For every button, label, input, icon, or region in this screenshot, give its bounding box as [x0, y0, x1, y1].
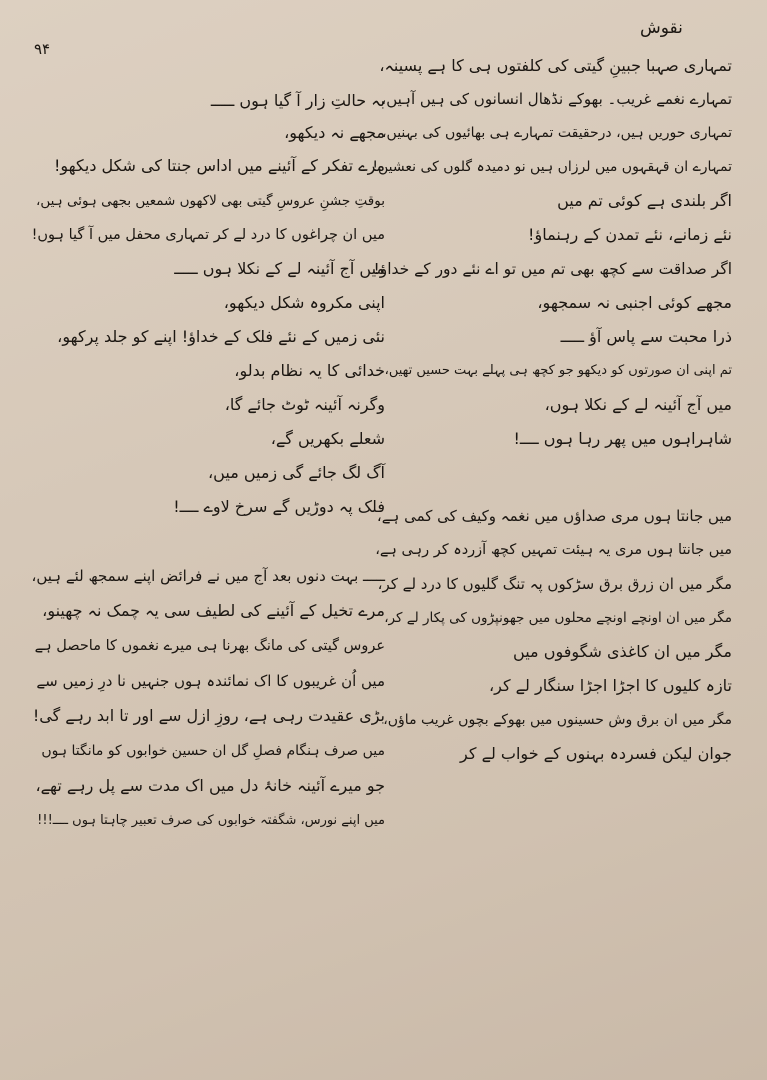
running-head: نقوش	[640, 18, 683, 38]
poem-line: تمہاری حوریں ہیں، درحقیقت تمہارے ہی بھائیوں کی بہنیں،	[382, 125, 732, 141]
poem-line: میں جانتا ہوں مری صداؤں میں نغمہ وکیف کی کمی ہے،	[376, 507, 732, 525]
left-column	[30, 0, 385, 1080]
poem-line: مجھے کوئی اجنبی نہ سمجھو،	[537, 293, 732, 312]
poem-line: بہ حالتِ زار آ گیا ہوں ـــــ	[210, 91, 385, 110]
poem-line: اپنی مکروہ شکل دیکھو،	[223, 293, 385, 312]
poem-line: جو میرے آئینہ خانۂ دل میں اک مدت سے پل رہے تھے،	[35, 776, 385, 795]
poem-line: میں آج آئینہ لے کے نکلا ہوں،	[544, 395, 732, 414]
poem-line: مجھے نہ دیکھو،	[284, 123, 385, 142]
poem-line: شاہراہوں میں پھر رہا ہوں ــــ!	[513, 429, 732, 448]
poem-line: فلک پہ دوڑیں گے سرخ لاوے ــــ!	[173, 497, 385, 516]
poem-line: مگر میں ان کاغذی شگوفوں میں	[513, 642, 732, 661]
poem-line: ـــــ بہت دنوں بعد آج میں نے فرائض اپنے سمجھ لئے ہیں،	[31, 567, 385, 585]
poem-line: میں صرف ہنگام فصلِ گل ان حسین خوابوں کو مانگتا ہوں	[41, 743, 385, 759]
poem-line: مرے تفکر کے آئینے میں اداس جنتا کی شکل دیکھو!	[53, 156, 385, 175]
poem-line: جوان لیکن فسردہ بہنوں کے خواب لے کر	[460, 744, 732, 763]
poem-line: اگر صداقت سے کچھ بھی تم میں تو اے نئے دور کے خداؤ!	[373, 260, 732, 278]
right-column	[372, 0, 732, 1080]
page-number: ۹۴	[34, 40, 51, 58]
poem-line: مرے تخیل کے آئینے کی لطیف سی یہ چمک نہ چھینو،	[42, 601, 385, 620]
poem-line: خدائی کا یہ نظام بدلو،	[234, 361, 385, 380]
poem-line: تمہاری صہبا جبینِ گیتی کی کلفتوں ہی کا ہے پسینہ،	[379, 56, 732, 75]
poem-line: بوقتِ جشنِ عروسِ گیتی بھی لاکھوں شمعیں بجھی ہوئی ہیں،	[36, 193, 385, 209]
poem-line: میں جانتا ہوں مری یہ ہیئت تمہیں کچھ آزردہ کر رہی ہے،	[375, 542, 732, 558]
poem-line: ذرا محبت سے پاس آؤ ـــــ	[560, 327, 732, 346]
poem-line: تمہارے نغمے غریب۔ بھوکے نڈھال انسانوں کی ہیں آہیں،	[381, 90, 732, 108]
poem-line: تم اپنی ان صورتوں کو دیکھو جو کچھ ہی پہلے بہت حسیں تھیں،	[384, 363, 732, 378]
poem-line: شعلے بکھریں گے،	[270, 429, 385, 448]
poem-line: عروس گیتی کی مانگ بھرنا ہی میرے نغموں کا ماحصل ہے	[34, 638, 385, 654]
poem-line: نئی زمیں کے نئے فلک کے خداؤ! اپنے کو جلد پرکھو،	[57, 327, 385, 346]
poem-line: مگر میں ان زرق برق سڑکوں پہ تنگ گلیوں کا درد لے کر،	[377, 575, 732, 593]
poem-line: اگر بلندی ہے کوئی تم میں	[557, 191, 732, 210]
poem-line: مگر میں ان اونچے اونچے محلوں میں جھونپڑوں کی پکار لے کر،	[384, 610, 732, 626]
poem-line: نئے زمانے، نئے تمدن کے رہنماؤ!	[528, 225, 732, 244]
poem-line: میں اپنے نورس، شگفتہ خوابوں کی صرف تعبیر چاہتا ہوں ــــ!!!	[37, 813, 385, 828]
poem-line: تمہارے ان قہقہوں میں لرزاں ہیں نو دمیدہ گلوں کی نعشیں!	[372, 159, 732, 175]
poem-line: تازہ کلیوں کا اجڑا اجڑا سنگار لے کر،	[488, 676, 732, 695]
poem-line: میں ان چراغوں کا درد لے کر تمہاری محفل میں آ گیا ہوں!	[31, 227, 385, 243]
poem-line: آگ لگ جائے گی زمیں میں،	[208, 463, 385, 482]
poem-line: مگر میں ان برق وش حسینوں میں بھوکے بچوں غریب ماؤں،	[383, 712, 732, 728]
poem-line: وگرنہ آئینہ ٹوٹ جائے گا،	[224, 395, 385, 414]
poem-line: میں آج آئینہ لے کے نکلا ہوں ـــــ	[174, 259, 385, 278]
poem-line: میں اُن غریبوں کا اک نمائندہ ہوں جنہیں نا درِ زمیں سے	[36, 672, 385, 690]
poem-line: بڑی عقیدت رہی ہے، روزِ ازل سے اور تا ابد رہے گی!	[32, 706, 385, 725]
